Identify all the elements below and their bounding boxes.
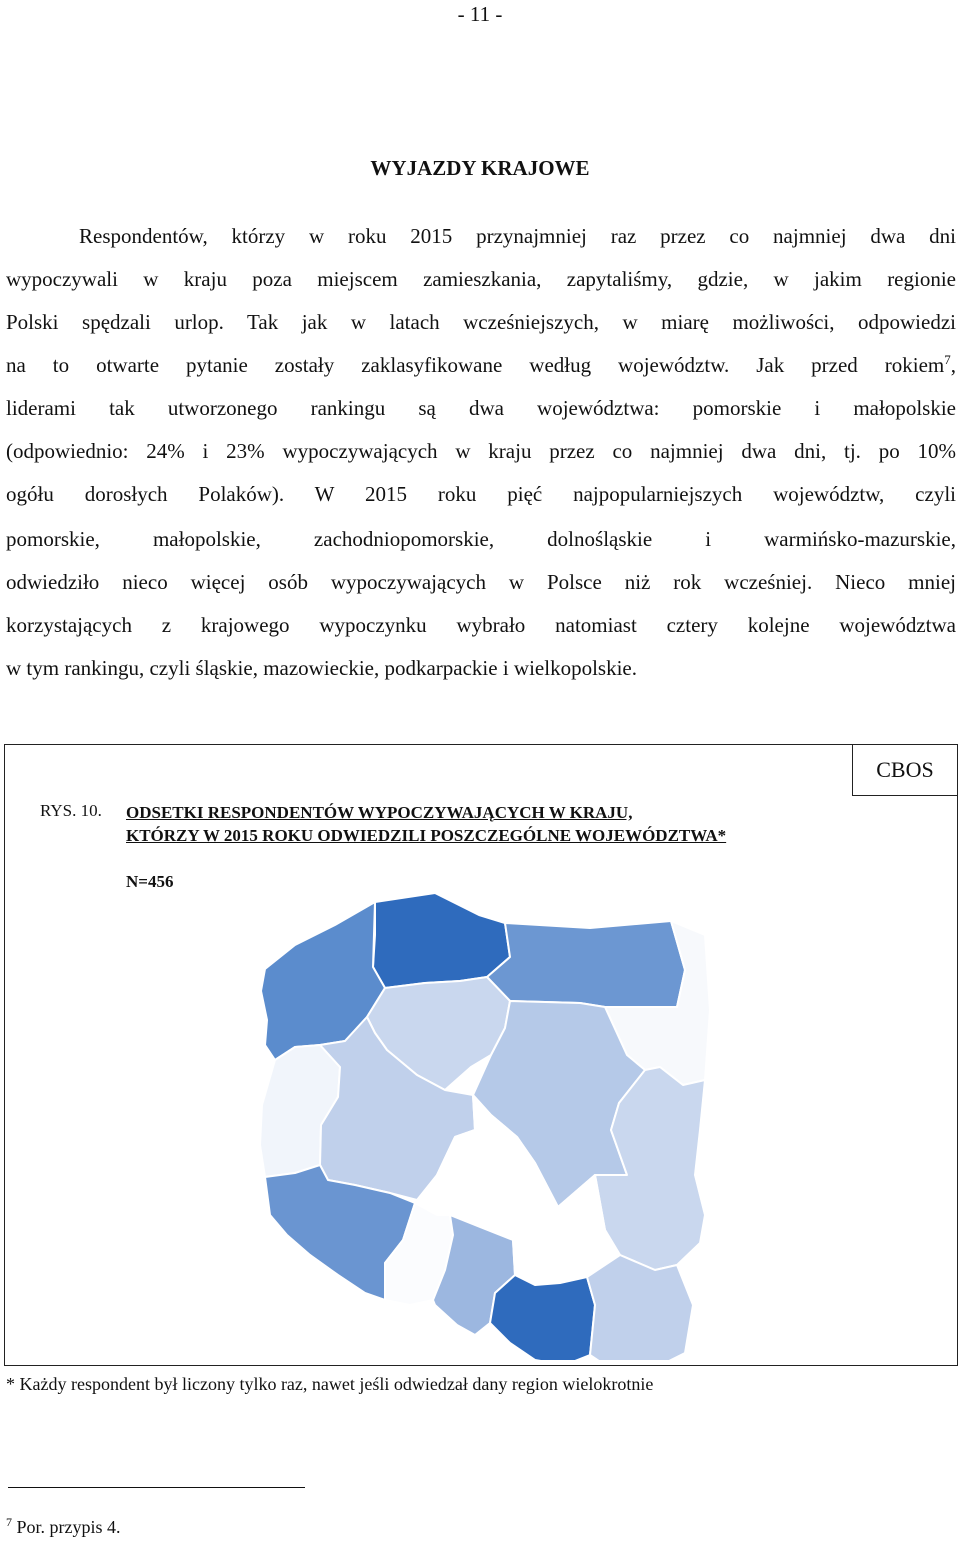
heading-rest: YJAZDY KRAJOWE — [391, 156, 590, 180]
paragraph-line-punct: , — [950, 353, 956, 377]
page-number: - 11 - — [457, 2, 503, 26]
section-heading — [0, 156, 960, 181]
footnote-ref: 7 — [944, 352, 951, 367]
paragraph-line — [6, 353, 956, 377]
paragraph-line: ogółu dorosłych Polaków). W 2015 roku pięć najpopularniejszych województw, czyli — [6, 482, 956, 506]
footnote-divider — [8, 1487, 305, 1488]
footnote-mark: 7 — [6, 1515, 12, 1529]
region-warminsko-mazurskie — [487, 921, 685, 1007]
footnote-text: Por. przypis 4. — [12, 1517, 121, 1537]
figure-box — [4, 744, 958, 1366]
paragraph-line: (odpowiednio: 24% i 23% wypoczywających w kraju przez co najmniej dwa dni, tj. po 10% — [6, 439, 956, 463]
cbos-badge: CBOS — [852, 744, 958, 796]
region-malopolskie — [490, 1275, 595, 1360]
heading-initial: W — [370, 156, 392, 180]
figure-title-line: ODSETKI RESPONDENTÓW WYPOCZYWAJĄCYCH W KRAJU, — [126, 803, 633, 822]
figure-footnote: * Każdy respondent był liczony tylko raz, nawet jeśli odwiedzał dany region wielokrotnie — [6, 1374, 654, 1394]
paragraph-line: liderami tak utworzonego rankingu są dwa województwa: pomorskie i małopolskie — [6, 396, 956, 420]
paragraph-line: wypoczywali w kraju poza miejscem zamieszkania, zapytaliśmy, gdzie, w jakim regionie — [6, 267, 956, 291]
figure-title-line: KTÓRZY W 2015 ROKU ODWIEDZILI POSZCZEGÓLNE WOJEWÓDZTWA* — [126, 826, 727, 845]
paragraph-line: odwiedziło nieco więcej osób wypoczywających w Polsce niż rok wcześniej. Nieco mniej — [6, 570, 956, 594]
poland-voivodeship-map — [205, 875, 715, 1360]
paragraph-line: Respondentów, którzy w roku 2015 przynajmniej raz przez co najmniej dwa dni — [79, 224, 956, 248]
paragraph-line: Polski spędzali urlop. Tak jak w latach wcześniejszych, w miarę możliwości, odpowiedzi — [6, 310, 956, 334]
footnote — [6, 1517, 121, 1538]
figure-label: RYS. 10. — [40, 801, 102, 820]
region-podkarpackie — [587, 1255, 693, 1360]
paragraph-line: pomorskie, małopolskie, zachodniopomorskie, dolnośląskie i warmińsko-mazurskie, — [6, 527, 956, 551]
sample-size: N=456 — [126, 872, 174, 891]
paragraph-line-text: na to otwarte pytanie zostały zaklasyfikowane według województw. Jak przed rokiem — [6, 353, 945, 377]
paragraph-line: w tym rankingu, czyli śląskie, mazowieckie, podkarpackie i wielkopolskie. — [6, 656, 637, 680]
figure-title — [126, 801, 726, 847]
paragraph-line: korzystających z krajowego wypoczynku wybrało natomiast cztery kolejne województwa — [6, 613, 956, 637]
